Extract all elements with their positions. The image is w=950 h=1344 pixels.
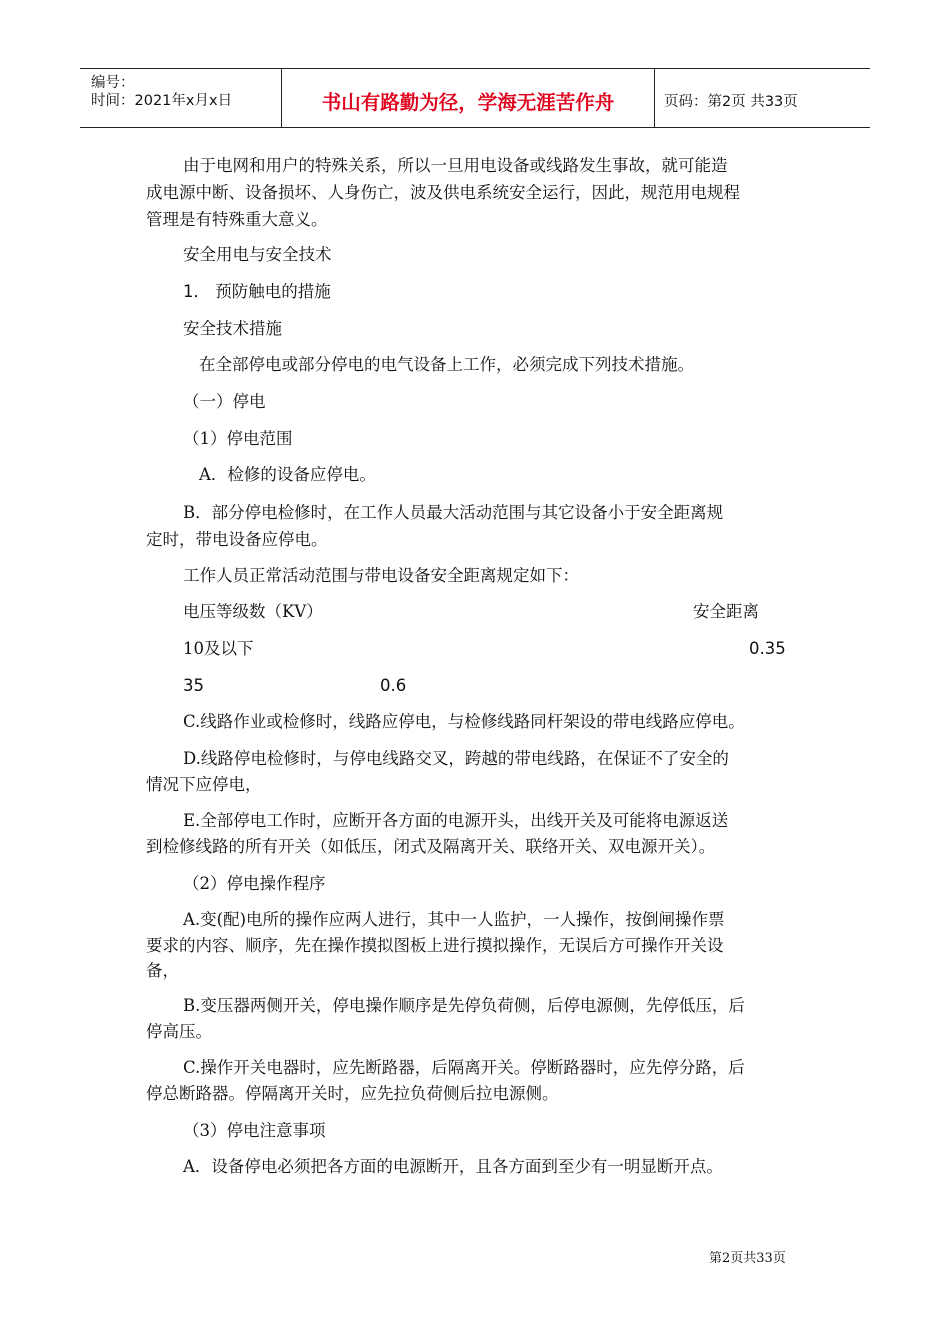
sub-2-heading: （2）停电操作程序 [183,874,326,893]
page-header [80,68,870,128]
header-motto-cell [282,69,655,127]
sub-1-item-b-line-1: B．部分停电检修时，在工作人员最大活动范围与其它设备小于安全距离规 [183,503,724,522]
sub-1-item-e-line-2: 到检修线路的所有开关（如低压，闭式及隔离开关、联络开关、双电源开关）。 [146,837,716,856]
sub-2-item-a-line-2: 要求的内容、顺序，先在操作摸拟图板上进行摸拟操作，无误后方可操作开关设 [146,936,724,955]
sub-1-item-b-line-2: 定时，带电设备应停电。 [146,530,328,549]
tech-measures-desc: 在全部停电或部分停电的电气设备上工作，必须完成下列技术措施。 [199,355,694,374]
sub-1-item-c: C.线路作业或检修时，线路应停电，与检修线路同杆架设的带电线路应停电。 [183,712,745,731]
page-footer-number: 第2页共33页 [709,1251,786,1266]
sub-2-item-b-line-1: B.变压器两侧开关，停电操作顺序是先停负荷侧，后停电源侧，先停低压，后 [183,996,745,1015]
sub-2-item-a-line-1: A.变(配)电所的操作应两人进行，其中一人监护，一人操作，按倒闸操作票 [183,910,725,929]
section-title: 安全用电与安全技术 [183,245,332,264]
table-row-2-distance: 0.6 [380,676,407,695]
header-meta-cell [80,69,282,127]
part-1-heading: （一）停电 [183,392,266,411]
table-row-1-distance: 0.35 [749,639,786,658]
sub-3-heading: （3）停电注意事项 [183,1121,326,1140]
table-header-distance: 安全距离 [693,602,759,621]
intro-line-3: 管理是有特殊重大意义。 [146,210,328,229]
header-page-info: 页码：第2页 共33页 [664,94,798,110]
sub-1-item-d-line-1: D.线路停电检修时，与停电线路交叉，跨越的带电线路，在保证不了安全的 [183,749,729,768]
sub-1-item-d-line-2: 情况下应停电， [146,775,262,794]
sub-1-item-a: A．检修的设备应停电。 [199,465,376,484]
header-motto: 书山有路勤为径，学海无涯苦作舟 [321,91,615,114]
sub-2-item-a-line-3: 备， [146,961,179,980]
header-page-cell [655,69,870,127]
sub-3-item-a: A．设备停电必须把各方面的电源断开，且各方面到至少有一明显断开点。 [183,1157,723,1176]
table-row-1-voltage: 10及以下 [183,639,254,658]
sub-2-item-c-line-1: C.操作开关电器时，应先断路器，后隔离开关。停断路器时，应先停分路，后 [183,1058,745,1077]
tech-measures-heading: 安全技术措施 [183,319,282,338]
sub-1-item-e-line-1: E.全部停电工作时，应断开各方面的电源开头，出线开关及可能将电源返送 [183,811,729,830]
sub-2-item-c-line-2: 停总断路器。停隔离开关时，应先拉负荷侧后拉电源侧。 [146,1084,559,1103]
document-time-label: 时间：2021年x月x日 [91,93,233,109]
table-header-voltage: 电压等级数（KV） [183,602,323,621]
sub-1-heading: （1）停电范围 [183,429,293,448]
intro-line-2: 成电源中断、设备损坏、人身伤亡，波及供电系统安全运行，因此，规范用电规程 [146,183,740,202]
sub-2-item-b-line-2: 停高压。 [146,1022,212,1041]
table-row-2-voltage: 35 [183,676,204,695]
item-1-heading: 1． 预防触电的措施 [183,282,331,301]
intro-line-1: 由于电网和用户的特殊关系，所以一旦用电设备或线路发生事故，就可能造 [183,156,728,175]
document-number-label: 编号： [91,75,135,91]
distance-intro: 工作人员正常活动范围与带电设备安全距离规定如下： [183,566,579,585]
